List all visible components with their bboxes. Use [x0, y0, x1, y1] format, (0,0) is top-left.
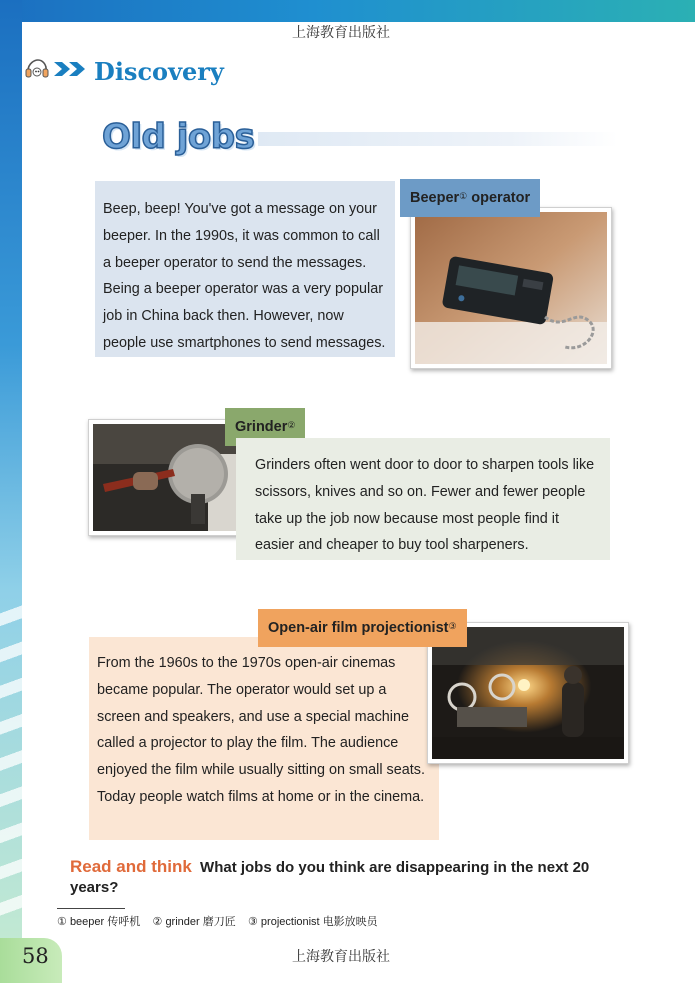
footnote-meaning: 传呼机 — [107, 915, 141, 928]
footnotes — [57, 913, 378, 929]
footnote-word: grinder — [165, 916, 200, 928]
projectionist-description: From the 1960s to the 1970s open-air cinemas became popular. The operator would set up a screen and speakers, and use a special machine called a projector to play the film. The audience enjoyed the film while usually sitting on small seats. Today people watch films at home or in the cinema. — [97, 655, 425, 805]
left-stripes — [0, 590, 22, 930]
beeper-description: Beep, beep! You've got a message on your beeper. In the 1990s, it was common to call a beeper operator to send the messages. Being a beeper operator was a very popular job in China back then. However, now people use smartphones to send messages. — [103, 201, 386, 351]
footnote-meaning: 磨刀匠 — [202, 915, 236, 928]
read-and-think-question: What jobs do you think are disappearing in the next 20 years? — [70, 859, 590, 896]
beeper-text-box — [95, 181, 395, 357]
beeper-note-mark: ① — [459, 190, 468, 201]
beeper-tag-name: Beeper — [410, 190, 460, 206]
footnote-word: beeper — [69, 916, 105, 928]
footnote-mark: ② — [152, 916, 163, 928]
projectionist-tag — [258, 609, 467, 647]
lesson-title: Old jobs — [102, 117, 255, 157]
publisher-footer: 上海教育出版社 — [292, 949, 390, 965]
grinder-note-mark: ② — [287, 419, 296, 430]
projectionist-tag-name: Open-air film projectionist — [268, 620, 449, 636]
grinder-tag-name: Grinder — [235, 419, 288, 435]
footnote-meaning: 电影放映员 — [322, 915, 378, 928]
projectionist-text-box — [89, 637, 439, 840]
double-chevron-icon — [52, 59, 88, 84]
read-and-think — [70, 857, 630, 898]
beeper-photo — [410, 207, 612, 369]
page-number: 58 — [22, 944, 49, 968]
footnote-word: projectionist — [260, 916, 320, 928]
footnote-mark: ③ — [247, 916, 258, 928]
title-decoration-bar — [258, 132, 618, 146]
top-color-band — [0, 0, 695, 22]
grinder-text-box — [236, 438, 610, 560]
beeper-image — [415, 212, 607, 364]
read-and-think-label: Read and think — [70, 857, 192, 876]
footnote-divider — [57, 908, 125, 909]
footnote-mark: ① — [57, 916, 67, 928]
section-title: Discovery — [94, 56, 224, 86]
beeper-tag — [400, 179, 540, 217]
publisher-header: 上海教育出版社 — [292, 25, 390, 41]
headphones-mascot-icon — [24, 58, 50, 85]
section-header — [24, 56, 224, 86]
beeper-tag-suffix: operator — [467, 190, 531, 206]
grinder-description: Grinders often went door to door to sharpen tools like scissors, knives and so on. Fewer and fewer people take up the job now because most people find it easier and cheaper to buy tool sharpeners. — [255, 457, 595, 554]
projectionist-note-mark: ③ — [448, 620, 457, 631]
grinder-image — [93, 424, 247, 531]
